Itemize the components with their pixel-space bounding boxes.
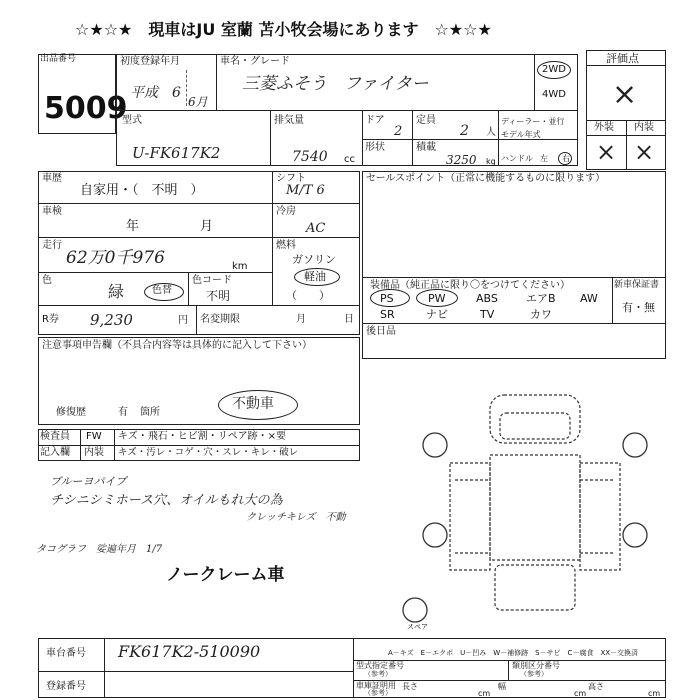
interior-label: 内装 — [634, 122, 654, 133]
chassis-value: FK617K2-510090 — [118, 642, 261, 661]
form-number-ref: （参考） — [364, 670, 392, 678]
color-label: 色 — [42, 275, 52, 286]
equipment-tv: TV — [480, 308, 495, 321]
registration-era: 平成 — [130, 85, 158, 101]
recycle-label: R券 — [42, 314, 59, 325]
warranty-label: 新車保証書 — [614, 280, 660, 290]
history-value: 自家用・（ 不明 ） — [80, 183, 204, 198]
remark-4: タコグラフ 娑遍年月 1/7 — [36, 544, 163, 555]
handle-right: 右 — [562, 154, 570, 163]
diagram-wheel-rl — [423, 523, 447, 547]
model-name-value: 三菱ふそう ファイター — [242, 74, 429, 94]
mileage-unit: km — [232, 261, 248, 272]
cert-dims-ref: （参考） — [364, 689, 392, 697]
diagram-body-right — [580, 463, 620, 570]
inspection-label: 車検 — [42, 206, 62, 217]
registration-year: 6 — [172, 85, 181, 101]
inspector-row2-fw: 内装 — [84, 447, 104, 458]
recycle-unit: 円 — [178, 315, 188, 326]
name-change-label: 名変期限 — [200, 314, 240, 325]
fuel-value-1: ガソリン — [292, 253, 336, 266]
diagram-body-left — [450, 463, 490, 570]
exterior-label: 外装 — [594, 122, 614, 133]
diagram-wheel-fl — [423, 433, 447, 457]
displacement-label: 排気量 — [274, 115, 304, 126]
registration-month: 6月 — [188, 95, 208, 109]
diagram-cab-top — [490, 395, 580, 443]
model-year-label: モデル年式 — [501, 130, 541, 139]
displacement-unit: cc — [344, 154, 355, 165]
doors-label: ドア — [365, 115, 385, 126]
form-number-label: 型式指定番号 — [356, 661, 404, 670]
inspector-row2-text: キズ・汚レ・コゲ・穴・スレ・キレ・破レ — [118, 447, 299, 458]
drive-4wd: 4WD — [542, 89, 566, 100]
mileage-value: 62万0千976 — [66, 248, 165, 268]
post-fit-label: 後日品 — [366, 326, 396, 337]
equipment-ps: PS — [380, 292, 394, 305]
displacement-value: 7540 — [292, 149, 328, 165]
recycle-value: 9,230 — [90, 311, 133, 329]
equipment-airbag: エアB — [526, 292, 556, 305]
reg-number-label: 登録番号 — [46, 681, 86, 692]
damage-legend: A－キズ E－エクボ U－凹み W－補修跡 S－サビ C－腐食 XX－交換済 — [388, 649, 639, 657]
cert-height-label: 高さ — [588, 682, 604, 691]
equipment-label: 装備品（純正品に限り〇をつけてください） — [370, 280, 570, 291]
car-damage-diagram — [395, 385, 675, 630]
fuel-label: 燃料 — [276, 240, 296, 251]
class-number-label: 類別区分番号 — [512, 661, 560, 670]
doors-value: 2 — [394, 124, 403, 139]
repair-value: 有 — [118, 407, 128, 418]
type-value: U-FK617K2 — [132, 144, 221, 162]
inspector-row1-text: キズ・飛石・ヒビ割・リペア跡・×要 — [118, 431, 286, 442]
remark-3: クレッチキレズ 不動 — [246, 512, 346, 523]
type-label: 型式 — [122, 115, 142, 126]
drive-2wd: 2WD — [542, 64, 566, 75]
ac-label: 冷房 — [276, 206, 296, 217]
equipment-leather: カワ — [530, 308, 552, 321]
cert-length-label: 長さ — [402, 682, 418, 691]
dealer-label: ディーラー・並行 — [501, 117, 565, 126]
diagram-wheel-fr — [623, 433, 647, 457]
inspector-row1-label: 検査員 — [40, 431, 70, 442]
cert-width-label: 幅 — [498, 682, 506, 691]
ac-value: AC — [306, 221, 326, 236]
fuel-value-2: 軽油 — [304, 270, 326, 283]
remark-2: チシニシミホース穴、オイルもれ大の為 — [50, 493, 283, 508]
color-value: 緑 — [108, 282, 125, 301]
chassis-label: 車台番号 — [46, 648, 86, 659]
load-unit: kg — [486, 157, 496, 166]
lot-label: 出品番号 — [40, 54, 77, 64]
notes-label: 注意事項申告欄（不具合内容等は具体的に記入して下さい） — [42, 340, 312, 351]
load-value: 3250 — [446, 153, 477, 167]
equipment-pw-circle — [416, 289, 458, 307]
cert-length-unit: cm — [478, 689, 491, 698]
shift-label: シフト — [276, 173, 306, 184]
color-changed: 色替 — [152, 285, 172, 296]
cert-width-unit: cm — [574, 689, 587, 698]
equipment-ps-circle — [370, 289, 410, 307]
color-code-label: 色コード — [192, 275, 232, 286]
repair-label: 修復歴 — [56, 407, 86, 418]
header-title: ☆★☆★ 現車はJU 室蘭 苫小牧会場にあります ☆★☆★ — [75, 20, 492, 39]
model-name-label: 車名・グレード — [220, 56, 290, 67]
remark-1: ブルーヨパイプ — [50, 475, 127, 488]
equipment-navi: ナビ — [426, 308, 448, 321]
diagram-wheel-rr — [623, 523, 647, 547]
name-change-month: 月 — [296, 314, 306, 325]
history-label: 車歴 — [42, 173, 62, 184]
cert-dims-label: 車庫証明用 — [356, 681, 396, 690]
equipment-aw: AW — [580, 292, 598, 305]
lot-number: 5009 — [44, 91, 128, 126]
equipment-abs: ABS — [476, 292, 498, 305]
inspector-row2-label: 記入欄 — [40, 447, 70, 458]
diagram-hood — [500, 413, 570, 439]
fuel-paren: （ ） — [286, 289, 330, 302]
no-claim-stamp: ノークレーム車 — [166, 565, 285, 585]
name-change-day: 日 — [344, 314, 354, 325]
shift-value: M/T 6 — [286, 183, 325, 198]
handle-label: ハンドル — [501, 154, 533, 163]
registration-label: 初度登録年月 — [120, 56, 180, 67]
repair-stamp: 不動車 — [232, 396, 274, 412]
warranty-options: 有・無 — [622, 301, 655, 314]
interior-value: × — [634, 138, 655, 166]
cert-height-unit: cm — [648, 689, 661, 698]
inspector-row1-fw: FW — [86, 431, 102, 442]
shape-label: 形状 — [365, 142, 385, 153]
spare-label: スペア — [407, 623, 428, 630]
equipment-sr: SR — [380, 308, 395, 321]
class-number-ref: （参考） — [520, 670, 548, 678]
rating-value: × — [612, 77, 638, 112]
sales-equipment-box — [362, 171, 666, 359]
sales-point-label: セールスポイント（正常に機能するものに限ります） — [366, 173, 606, 184]
diagram-spare-wheel — [403, 598, 427, 622]
mileage-label: 走行 — [42, 240, 62, 251]
color-code-value: 不明 — [206, 289, 231, 303]
rating-label: 評価点 — [606, 52, 639, 65]
capacity-value: 2 — [460, 123, 469, 139]
diagram-rear — [495, 565, 575, 610]
equipment-pw: PW — [428, 292, 446, 305]
handle-left: 左 — [540, 154, 548, 163]
repair-place: 箇所 — [140, 407, 160, 418]
capacity-label: 定員 — [416, 115, 436, 126]
inspection-year: 年 — [126, 219, 140, 234]
inspection-month: 月 — [200, 219, 214, 234]
handle-right-circle — [558, 152, 572, 165]
exterior-value: × — [596, 138, 617, 166]
capacity-unit: 人 — [486, 127, 496, 138]
diagram-bed — [490, 455, 580, 560]
load-label: 積載 — [416, 142, 436, 153]
